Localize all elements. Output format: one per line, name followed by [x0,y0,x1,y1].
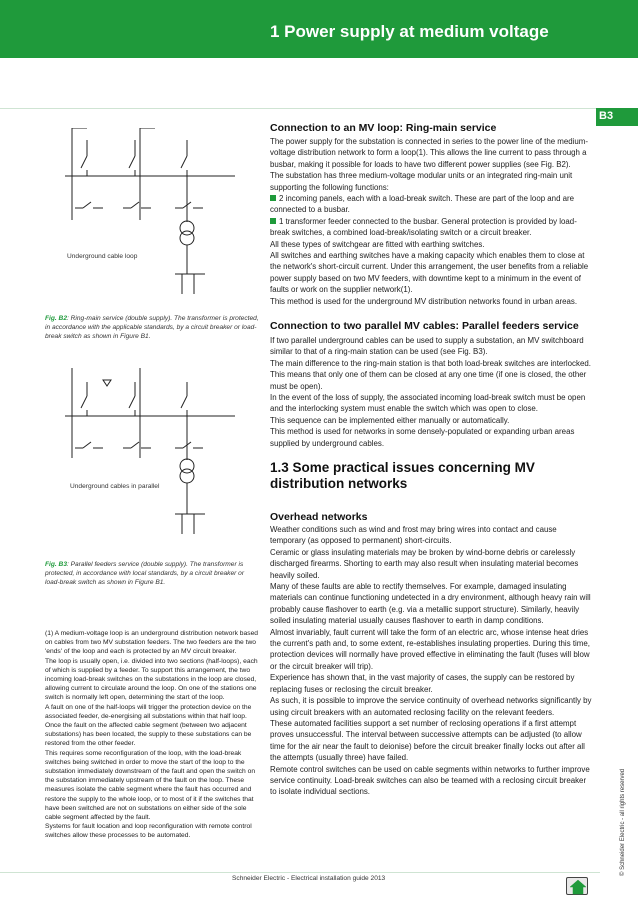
section2-heading: Connection to two parallel MV cables: Parallel feeders service [270,320,579,332]
section1-p5: This method is used for the underground MV distribution networks found in urban areas. [270,296,578,306]
section1-bullet-2-text: 1 transformer feeder connected to the busbar. General protection is provided by load-break switches, a combined load-break/isolating switch or a circuit breaker. [270,216,577,238]
fig-b3-label: Underground cables in parallel [70,483,160,490]
footer-divider [0,872,600,873]
section2-p5: This method is used for networks in some densely-populated or expanding urban areas supplied by underground cables. [270,427,575,448]
home-button[interactable] [566,877,588,895]
section3-heading [270,460,535,492]
section1-bullet-2 [270,216,594,239]
bullet-square-icon [270,218,276,224]
chapter-tab: B3 [596,108,638,126]
section3-p7: These automated facilities support a set number of reclosing operations if a first attempt proves unsuccessful. The interval between successive attempts can be adjusted (to allow time for the air near the fault to deionise) before the circuit breaker finally locks out after all the attempts (usually three) have failed. [270,718,585,763]
section3-p8: Remote control switches can be used on cable segments within networks to further improve service continuity. Load-break switches can also be teamed with a reclosing circuit breaker to isolate individual sections. [270,764,590,797]
section1-p4: All switches and earthing switches have a making capacity which enables them to close at the network's short-circuit current. Under this arrangement, the user benefits from a reliable power supply based on two MV feeders, with downtime kept to a minimum in the event of faults or work on the supplier network(1). [270,251,589,295]
footnote-paragraph: (1) A medium-voltage loop is an underground distribution network based on cables from two MV substation feeders. The two feeders are the two 'ends' of the loop and each is protected by an MV circuit breaker. [45,630,259,656]
fig-b2-label: Underground cable loop [67,253,138,260]
section2-p4: This sequence can be implemented either manually or automatically. [270,415,510,425]
section2-p2: The main difference to the ring-main station is that both load-break switches are interlocked. This means that only one of them can be closed at any one time (if one is closed, the other must be open). [270,358,591,391]
section1-p3: All these types of switchgear are fitted with earthing switches. [270,239,485,249]
section3-p1: Weather conditions such as wind and frost may bring wires into contact and cause temporary (as opposed to permanent) short-circuits. [270,525,557,546]
fig-b3-id: Fig. B3 [45,561,67,568]
section3-p4: Almost invariably, fault current will take the form of an electric arc, whose intense heat dries the current's path and, to some extent, re-establishes insulating properties. During this time, protection devices will normally have proved effective in eliminating the fault (fuses will blow or the circuit breaker will trip). [270,627,590,671]
section1-heading: Connection to an MV loop: Ring-main service [270,122,497,134]
fig-b3-caption-text: : Parallel feeders service (double supply). The transformer is protected, in accordance with local standards, by a circuit breaker or load-break switch as shown in Figure B1. [45,561,245,586]
section3-heading-line2: distribution networks [270,476,408,491]
fig-b2-diagram [45,128,260,308]
copyright-note: © Schneider Electric - all rights reserved [620,768,626,876]
fig-b2-caption-text: : Ring-main service (double supply). The transformer is protected, in accordance with the applicable standards, by a circuit breaker or load-break switch as shown in Figure B1. [45,315,259,340]
fig-b3-diagram [45,368,260,548]
footer-text: Schneider Electric - Electrical installation guide 2013 [232,875,386,882]
section3-p2: Ceramic or glass insulating materials may be broken by wind-borne debris or carelessly discharged firearms. Shorting to earth may also result when insulating material becomes heavily soiled. [270,547,579,580]
home-icon [567,878,589,896]
section1-p1: The power supply for the substation is connected in series to the power line of the medium-voltage distribution network to form a loop(1). This allows the line current to pass through a busbar, making it possible for loads to have two different power supplies (see Fig. B2). [270,137,588,169]
section1-p2: The substation has three medium-voltage modular units or an integrated ring-main unit supporting the following functions: [270,171,573,192]
section3-p6: As such, it is possible to improve the service continuity of overhead networks significantly by using circuit breakers with an automated reclosing facility on the relevant feeders. [270,696,592,717]
section1-bullet-1 [270,193,594,216]
section2-p3: In the event of the loss of supply, the associated incoming load-break switch must be open and the interlocking system must enable the switch which was open to close. [270,393,586,414]
section3-p5: Experience has shown that, in the vast majority of cases, the supply can be restored by replacing fuses or reclosing the circuit breaker. [270,673,575,694]
section2-p1: If two parallel underground cables can be used to supply a substation, an MV switchboard similar to that of a ring-main station can be used (see Fig. B3). [270,336,584,357]
section1-bullet-1-text: 2 incoming panels, each with a load-break switch. These are part of the loop and are connected to a busbar. [270,194,575,215]
fig-b3-caption [45,560,260,587]
section3-body [270,524,594,798]
fig-b2-caption [45,314,260,341]
footnote-paragraph: The loop is usually open, i.e. divided into two sections (half-loops), each of which is supplied by a feeder. To support this arrangement, the two incoming load-break switches on the substations in the loop are closed, allowing current to circulate around the loop. On one of the stations one switch is normally left open, determining the start of the loop. [45,657,258,702]
section3-subheading: Overhead networks [270,511,368,523]
section3-heading-line1: 1.3 Some practical issues concerning MV [270,460,535,475]
header-divider [0,108,600,109]
page-title: 1 Power supply at medium voltage [270,22,549,41]
header-band [0,0,638,58]
footnote-paragraph: This requires some reconfiguration of the loop, with the load-break switches being switched in order to move the start of the loop to the substation immediately downstream of the fault and open the switch on the substation immediately upstream of the fault on the loop. These measures isolate the cable segment where the fault has occurred and restore the supply to the whole loop, or to most of it if the switches that have been switched are not on substations on either side of the sole cable segment affected by the fault. [45,749,256,822]
section3-p3: Many of these faults are able to rectify themselves. For example, damaged insulating materials can continue functioning undetected in a dry environment, although heavy rain will probably cause flashover to earth (e.g. via a metallic support structure). Similarly, heavily soiled insulating material usually causes flashover to earth in damp conditions. [270,582,591,626]
footnote [45,629,260,841]
footnote-paragraph: A fault on one of the half-loops will trigger the protection device on the associated feeder, de-energising all substations within that half loop. Once the fault on the affected cable segment (between two adjacent substations) has been located, the supply to these substations can be restored from the other feeder. [45,703,252,748]
bullet-square-icon [270,195,276,201]
section2-body [270,335,594,449]
footnote-paragraph: Systems for fault location and loop reconfiguration with remote control switches allow these processes to be automated. [45,823,252,840]
fig-b2-id: Fig. B2 [45,315,67,322]
section1-body [270,136,594,307]
